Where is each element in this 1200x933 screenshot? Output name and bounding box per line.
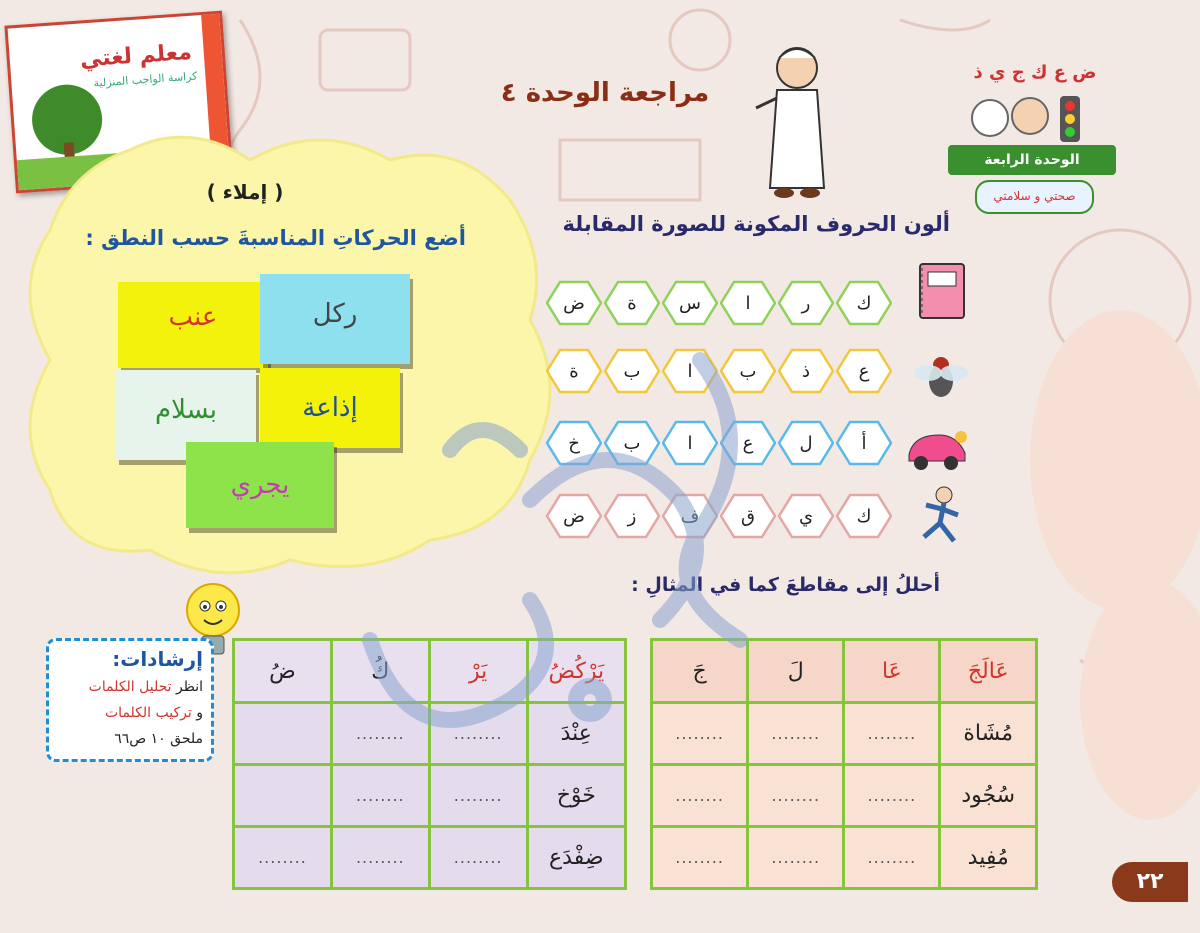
answer-cell[interactable] <box>234 703 332 765</box>
letter-text: ف <box>680 505 700 527</box>
letter-text: ي <box>798 505 814 527</box>
word-cell: خَوْخ <box>527 765 625 827</box>
letter-text: ض <box>563 505 585 527</box>
tips-line-2 <box>105 705 203 721</box>
letter-text: ك <box>856 505 872 527</box>
badge-letters: ض ع ك ج ي ذ <box>973 62 1097 83</box>
letter-text: ل <box>799 432 813 454</box>
cover-subtitle: كراسة الواجب المنزلية <box>93 69 198 90</box>
cover-title: معلم لغتي <box>79 39 193 73</box>
letter-text: أ <box>861 432 867 454</box>
letter-text: ز <box>627 505 637 527</box>
header-cell: ضُ <box>234 640 332 703</box>
answer-cell[interactable]: ........ <box>331 765 429 827</box>
unit-badge: الوحدة الرابعة <box>948 145 1116 175</box>
letter-text: ة <box>627 292 637 314</box>
letter-text: ب <box>623 360 641 382</box>
tips-box <box>46 638 214 762</box>
letter-text: ق <box>741 505 755 527</box>
answer-cell[interactable]: ........ <box>429 827 527 889</box>
letter-text: ب <box>739 360 757 382</box>
header-cell: يَرْكُضُ <box>527 640 625 703</box>
answer-cell[interactable]: ........ <box>652 703 748 765</box>
table-row <box>234 827 626 889</box>
tips-line-3: ملحق ١٠ ص٦٦ <box>114 731 203 747</box>
answer-cell[interactable]: ........ <box>331 703 429 765</box>
letter-text: ع <box>742 432 754 454</box>
word-text: بسلام <box>154 395 218 425</box>
word-cell: عِنْدَ <box>527 703 625 765</box>
letter-text: خ <box>568 432 580 454</box>
word-text: ركل <box>312 299 358 329</box>
letter-text: ا <box>687 432 693 454</box>
header-cell: يَرْ <box>429 640 527 703</box>
answer-cell[interactable]: ........ <box>331 827 429 889</box>
page-title: مراجعة الوحدة ٤ <box>500 78 710 108</box>
letter-text: س <box>679 292 701 314</box>
imlaa-heading: ( إملاء ) <box>206 180 284 204</box>
unit-characters-icon <box>968 88 1098 148</box>
letter-text: ض <box>563 292 585 314</box>
word-cube <box>186 442 334 528</box>
fly-icon <box>910 345 972 407</box>
letter-text: ع <box>858 360 870 382</box>
answer-cell[interactable]: ........ <box>429 765 527 827</box>
answer-cell[interactable]: ........ <box>652 765 748 827</box>
word-text: إذاعة <box>302 393 358 423</box>
answer-cell[interactable]: ........ <box>429 703 527 765</box>
answer-cell[interactable]: ........ <box>748 827 844 889</box>
word-text: يجري <box>230 470 290 500</box>
runner-icon <box>910 485 972 547</box>
coloring-instruction: ألون الحروف المكونة للصورة المقابلة <box>562 212 950 236</box>
word-cell: ضِفْدَع <box>527 827 625 889</box>
tips-line-1-prefix: انظر <box>176 679 203 695</box>
header-cell: عَا <box>844 640 940 703</box>
answer-cell[interactable] <box>234 765 332 827</box>
page-number: ٢٢ <box>1112 862 1188 902</box>
answer-cell[interactable]: ........ <box>844 703 940 765</box>
toy-car-icon <box>905 415 967 477</box>
teacher-icon <box>752 38 842 203</box>
letter-text: ر <box>801 292 811 314</box>
tips-line-2-prefix: و <box>196 705 203 721</box>
header-cell: جَ <box>652 640 748 703</box>
tips-line-1-highlight: تحليل الكلمات <box>88 679 172 695</box>
unit-subtitle: صحتي و سلامتي <box>975 180 1094 214</box>
header-cell: كُ <box>331 640 429 703</box>
letter-text: ا <box>687 360 693 382</box>
tips-title: إرشادات: <box>112 647 203 671</box>
tips-line-2-highlight: تركيب الكلمات <box>105 705 192 721</box>
answer-cell[interactable]: ........ <box>234 827 332 889</box>
watermark-calligraphy <box>330 300 890 780</box>
letter-text: ب <box>623 432 641 454</box>
word-cube <box>118 282 268 368</box>
tips-line-1 <box>89 679 203 695</box>
answer-cell[interactable]: ........ <box>748 765 844 827</box>
answer-cell[interactable]: ........ <box>652 827 748 889</box>
word-text: عنب <box>168 302 218 332</box>
letter-text: ك <box>856 292 872 314</box>
answer-cell[interactable]: ........ <box>844 765 940 827</box>
answer-cell[interactable]: ........ <box>748 703 844 765</box>
letter-text: ا <box>745 292 751 314</box>
notebook-icon <box>910 260 972 322</box>
table-row <box>652 827 1037 889</box>
word-cell: سُجُود <box>940 765 1037 827</box>
syllables-instruction: أحللُ إلى مقاطعَ كما في المثالِ : <box>631 574 940 596</box>
letter-text: ذ <box>801 360 810 382</box>
header-cell: عَالَجَ <box>940 640 1037 703</box>
letter-text: ة <box>569 360 579 382</box>
word-cell: مُشَاة <box>940 703 1037 765</box>
imlaa-instruction: أضع الحركاتِ المناسبةَ حسب النطق : <box>85 226 466 250</box>
answer-cell[interactable]: ........ <box>844 827 940 889</box>
header-cell: لَ <box>748 640 844 703</box>
word-cell: مُفِيد <box>940 827 1037 889</box>
